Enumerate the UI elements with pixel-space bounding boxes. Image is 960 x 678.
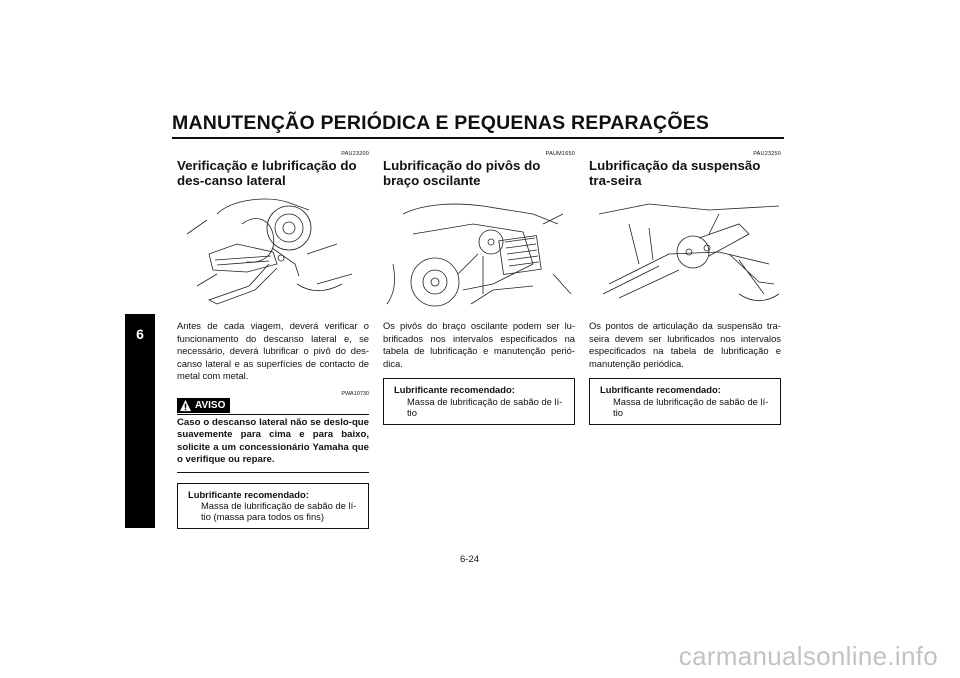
warning-badge bbox=[177, 398, 230, 413]
lubricant-heading: Lubrificante recomendado: bbox=[188, 488, 309, 500]
warning-triangle-icon bbox=[179, 399, 192, 412]
page-title: MANUTENÇÃO PERIÓDICA E PEQUENAS REPARAÇÕES bbox=[172, 112, 710, 134]
lubricant-heading: Lubrificante recomendado: bbox=[600, 384, 721, 396]
section-code: PAU23200 bbox=[341, 151, 369, 157]
section-sidestand bbox=[177, 150, 369, 529]
warning-code: PWA10730 bbox=[341, 390, 369, 397]
warning-header bbox=[177, 398, 369, 415]
lubricant-value: Massa de lubrificação de sabão de lí-tio (massa para todos os fins) bbox=[201, 499, 357, 522]
section-swingarm bbox=[383, 150, 575, 425]
section-code: PAUM1650 bbox=[545, 151, 575, 157]
section-title: Lubrificação da suspensão tra-seira bbox=[589, 158, 761, 188]
lubricant-box bbox=[383, 378, 575, 425]
lubricant-value: Massa de lubrificação de sabão de lí-tio bbox=[407, 395, 563, 418]
section-text: Os pivôs do braço oscilante podem ser lu-brificados nos intervalos especificados na tabela de lubrificação e manutenção perió-dica. bbox=[383, 320, 575, 369]
chapter-tab bbox=[125, 314, 155, 528]
lubricant-value: Massa de lubrificação de sabão de lí-tio bbox=[613, 395, 769, 418]
section-text: Antes de cada viagem, deverá verificar o funcionamento do descanso lateral e, se necessário, deverá lubrificar o pivô do des-canso lateral e as superfícies de contacto de metal com metal. bbox=[177, 320, 369, 382]
section-rear-suspension bbox=[589, 150, 781, 425]
swingarm-illustration bbox=[383, 194, 575, 314]
warning-text: Caso o descanso lateral não se deslo-que suavemente para cima e para baixo, solicite a um concessionário Yamaha que o verifique ou repare. bbox=[177, 417, 369, 473]
lubricant-heading: Lubrificante recomendado: bbox=[394, 384, 515, 396]
section-code: PAU23250 bbox=[753, 151, 781, 157]
chapter-number: 6 bbox=[136, 326, 144, 342]
section-title: Lubrificação do pivôs do braço oscilante bbox=[383, 158, 541, 188]
section-title: Verificação e lubrificação do des-canso lateral bbox=[177, 158, 357, 188]
section-text: Os pontos de articulação da suspensão tra-seira devem ser lubrificados nos intervalos especificados na tabela de lubrificação e manutenção periódica. bbox=[589, 320, 781, 369]
page-number: 6-24 bbox=[460, 554, 480, 565]
watermark: carmanualsonline.info bbox=[678, 641, 938, 671]
header-rule bbox=[172, 137, 784, 139]
lubricant-box bbox=[177, 483, 369, 530]
lubricant-box bbox=[589, 378, 781, 425]
warning-label: AVISO bbox=[195, 400, 226, 412]
rear-suspension-illustration bbox=[589, 194, 781, 314]
sidestand-illustration bbox=[177, 194, 369, 314]
